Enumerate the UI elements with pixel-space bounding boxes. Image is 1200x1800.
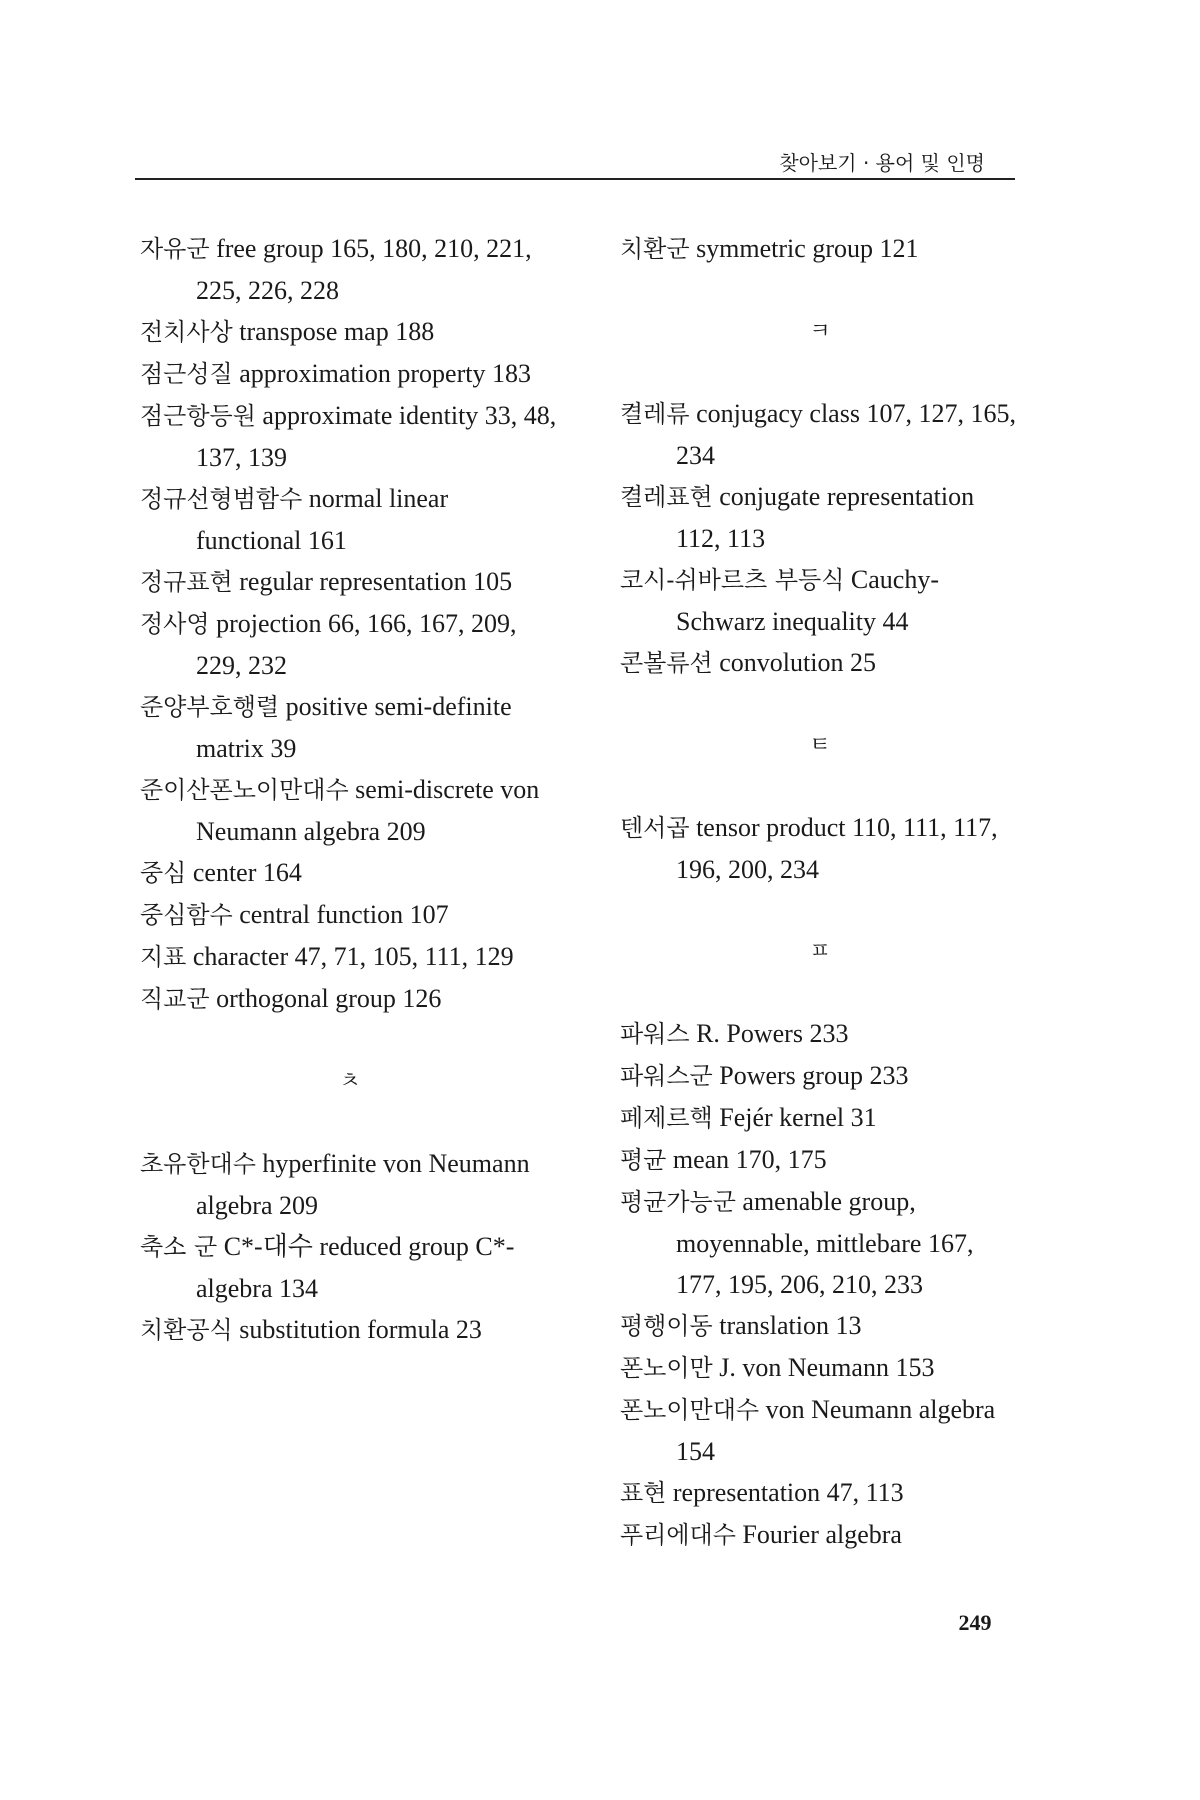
index-entry xyxy=(620,1514,1020,1556)
index-entry xyxy=(620,1389,1020,1472)
index-entry xyxy=(620,1055,1020,1097)
index-term-english: semi-discrete von Neumann algebra 209 xyxy=(196,775,540,846)
index-term-korean: 켤레류 xyxy=(620,400,690,428)
index-term-korean: 표현 xyxy=(620,1479,667,1507)
index-term-english: von Neumann algebra 154 xyxy=(676,1395,996,1466)
index-entry xyxy=(620,807,1020,890)
index-entry xyxy=(140,353,560,395)
index-term-english: conjugacy class 107, 127, 165, 234 xyxy=(676,399,1016,470)
index-term-korean: 축소 군 xyxy=(140,1233,218,1261)
section-heading: ㅊ xyxy=(339,1069,361,1094)
index-term-korean: 지표 xyxy=(140,943,187,971)
index-column-right xyxy=(620,228,1020,1556)
index-entry xyxy=(620,1181,1020,1305)
index-term-english: amenable group, moyennable, mittlebare 167, 177, 195, 206, 210, 233 xyxy=(676,1187,974,1299)
index-term-english: approximate identity 33, 48, 137, 139 xyxy=(196,401,557,472)
index-term-english: symmetric group 121 xyxy=(696,234,919,263)
index-term-english: conjugate representation 112, 113 xyxy=(676,482,975,553)
index-entry xyxy=(140,1309,560,1351)
index-term-korean: 평균 xyxy=(620,1146,667,1174)
index-term-korean: 자유군 xyxy=(140,235,210,263)
index-term-korean: 준이산폰노이만대수 xyxy=(140,776,349,804)
index-entry xyxy=(620,1347,1020,1389)
index-term-korean: 폰노이만 xyxy=(620,1354,713,1382)
index-term-english: positive semi-definite matrix 39 xyxy=(196,692,512,763)
index-entry xyxy=(140,603,560,686)
index-term-english: R. Powers 233 xyxy=(696,1019,849,1048)
section-heading: ㅍ xyxy=(809,939,831,964)
index-term-korean: 평행이동 xyxy=(620,1312,713,1340)
index-entry xyxy=(140,1226,560,1309)
index-term-korean: 콘볼류션 xyxy=(620,649,713,677)
index-term-english: normal linear functional 161 xyxy=(196,484,449,555)
index-entry xyxy=(620,642,1020,684)
header-rule xyxy=(135,178,1015,180)
index-term-english: Fejér kernel 31 xyxy=(719,1103,877,1132)
index-entry xyxy=(140,561,560,603)
index-term-english: center 164 xyxy=(192,858,302,887)
index-entry xyxy=(140,228,560,311)
index-entry xyxy=(140,852,560,894)
index-entry xyxy=(620,559,1020,642)
index-term-korean: 전치사상 xyxy=(140,318,233,346)
index-term-korean: 코시-쉬바르츠 부등식 xyxy=(620,566,845,594)
index-entry xyxy=(620,476,1020,559)
index-term-korean: 초유한대수 xyxy=(140,1150,256,1178)
index-term-korean: 중심함수 xyxy=(140,901,233,929)
index-term-english: Cauchy-Schwarz inequality 44 xyxy=(676,565,939,636)
index-entry xyxy=(140,686,560,769)
index-term-english: representation 47, 113 xyxy=(672,1478,904,1507)
index-term-english: convolution 25 xyxy=(719,648,876,677)
index-entry xyxy=(140,894,560,936)
index-entry xyxy=(140,936,560,978)
index-term-korean: 정규선형범함수 xyxy=(140,485,303,513)
index-entry xyxy=(620,1305,1020,1347)
index-term-korean: 텐서곱 xyxy=(620,814,690,842)
index-entry xyxy=(620,1472,1020,1514)
index-term-korean: 치환군 xyxy=(620,235,690,263)
index-entry xyxy=(620,228,1020,270)
index-entry xyxy=(140,478,560,561)
index-term-english: orthogonal group 126 xyxy=(216,984,442,1013)
index-term-korean: 폰노이만대수 xyxy=(620,1396,760,1424)
index-entry xyxy=(620,1013,1020,1055)
index-term-english: character 47, 71, 105, 111, 129 xyxy=(192,942,514,971)
index-term-korean: 점근성질 xyxy=(140,360,233,388)
index-entry xyxy=(140,769,560,852)
index-term-korean: 푸리에대수 xyxy=(620,1521,736,1549)
index-term-korean: 파워스군 xyxy=(620,1062,713,1090)
index-term-korean: 점근항등원 xyxy=(140,402,256,430)
index-term-english: transpose map 188 xyxy=(239,317,435,346)
index-term-korean: 정사영 xyxy=(140,610,210,638)
index-term-korean: 정규표현 xyxy=(140,568,233,596)
index-term-english: Powers group 233 xyxy=(719,1061,909,1090)
index-entry xyxy=(140,978,560,1020)
index-column-left xyxy=(140,228,560,1351)
index-term-english: regular representation 105 xyxy=(239,567,513,596)
index-entry xyxy=(620,1139,1020,1181)
index-term-english: substitution formula 23 xyxy=(239,1315,482,1344)
index-term-english: Fourier algebra xyxy=(742,1520,902,1549)
index-term-english: C*-대수 reduced group C*-algebra 134 xyxy=(196,1232,515,1303)
index-entry xyxy=(140,311,560,353)
index-term-english: approximation property 183 xyxy=(239,359,531,388)
index-entry xyxy=(620,393,1020,476)
section-heading: ㅋ xyxy=(809,319,831,344)
page-number: 249 xyxy=(958,1610,992,1635)
index-term-korean: 치환공식 xyxy=(140,1316,233,1344)
index-term-english: J. von Neumann 153 xyxy=(719,1353,935,1382)
index-term-english: central function 107 xyxy=(239,900,449,929)
index-term-korean: 평균가능군 xyxy=(620,1188,736,1216)
index-term-korean: 중심 xyxy=(140,859,187,887)
index-term-english: mean 170, 175 xyxy=(672,1145,827,1174)
running-header: 찾아보기 · 용어 및 인명 xyxy=(779,151,985,175)
index-term-korean: 직교군 xyxy=(140,985,210,1013)
index-term-korean: 켤레표현 xyxy=(620,483,713,511)
index-term-korean: 준양부호행렬 xyxy=(140,693,280,721)
index-term-english: hyperfinite von Neumann algebra 209 xyxy=(196,1149,530,1220)
index-term-english: translation 13 xyxy=(719,1311,862,1340)
index-entry xyxy=(140,1143,560,1226)
index-term-english: tensor product 110, 111, 117, 196, 200, 234 xyxy=(676,813,998,884)
index-term-english: projection 66, 166, 167, 209, 229, 232 xyxy=(196,609,517,680)
index-term-korean: 파워스 xyxy=(620,1020,690,1048)
index-entry xyxy=(620,1097,1020,1139)
index-term-english: free group 165, 180, 210, 221, 225, 226, 228 xyxy=(196,234,532,305)
index-entry xyxy=(140,395,560,478)
section-heading: ㅌ xyxy=(809,733,831,758)
index-term-korean: 페제르핵 xyxy=(620,1104,713,1132)
